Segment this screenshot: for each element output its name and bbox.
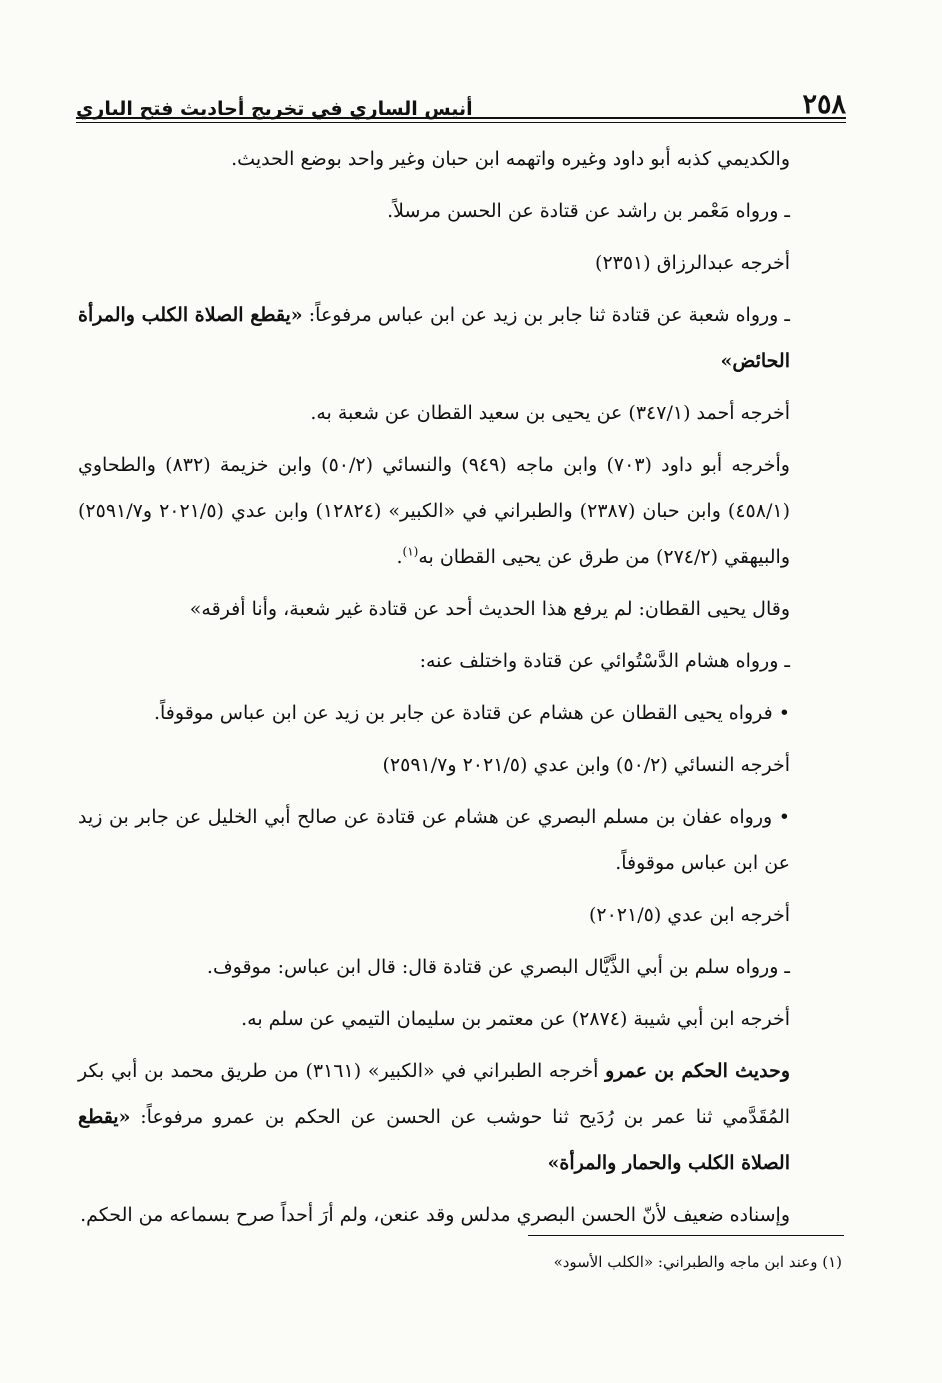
footnote-marker: (١) [402,544,419,559]
paragraph: • ورواه عفان بن مسلم البصري عن هشام عن قتادة عن صالح أبي الخليل عن جابر بن زيد عن ابن عباس موقوفاً. [78,806,790,874]
paragraph: ـ ورواه سلم بن أبي الذَّيَّال البصري عن قتادة قال: قال ابن عباس: موقوف. [206,956,790,978]
paragraph: ـ ورواه هشام الدَّسْتُوائي عن قتادة واختلف عنه: [419,650,790,672]
paragraph: وإسناده ضعيف لأنّ الحسن البصري مدلس وقد عنعن، ولم أرَ أحداً صرح بسماعه من الحكم. [80,1204,790,1226]
paragraph-text: وأخرجه أبو داود (٧٠٣) وابن ماجه (٩٤٩) والنسائي (٥٠/٢) وابن خزيمة (٨٣٢) والطحاوي (٤٥٨/١) وابن حبان (٢٣٨٧) والطبراني في «الكبير» (١٢٨٢٤) وابن عدي (٢٠٢١/٥ و٢٥٩١/٧) والبيهقي (٢٧٤/٢) من طرق عن يحيى القطان به [78,454,790,568]
footnote: (١) وعند ابن ماجه والطبراني: «الكلب الأسود» [553,1253,842,1271]
body-text [78,136,842,1244]
page-number: ٢٥٨ [802,89,846,120]
paragraph: والكديمي كذبه أبو داود وغيره واتهمه ابن حبان وغير واحد بوضع الحديث. [231,148,790,170]
paragraph: أخرجه عبدالرزاق (٢٣٥١) [595,252,790,274]
page-header [76,80,846,120]
paragraph: • فرواه يحيى القطان عن هشام عن قتادة عن جابر بن زيد عن ابن عباس موقوفاً. [153,702,790,724]
footnote-rule [528,1235,844,1236]
hadith-quote: «يقطع الصلاة الكلب والمرأة الحائض» [78,304,790,372]
paragraph [78,1048,842,1186]
header-rule-thin [76,122,846,123]
header-rule [76,117,846,119]
paragraph-text: أخرجه الطبراني في «الكبير» (٣١٦١) من طريق محمد بن أبي بكر المُقَدَّمي ثنا عمر بن رُدَيح ثنا حوشب عن الحسن عن الحكم بن عمرو مرفوعاً: [78,1060,790,1128]
paragraph: ـ ورواه مَعْمر بن راشد عن قتادة عن الحسن مرسلاً. [387,200,790,222]
paragraph [78,442,842,580]
book-title: أنيس الساري في تخريج أحاديث فتح الباري [76,98,473,120]
paragraph [78,292,842,384]
period: . [396,546,403,568]
paragraph: وقال يحيى القطان: لم يرفع هذا الحديث أحد عن قتادة غير شعبة، وأنا أفرقه» [189,598,790,620]
paragraph: أخرجه النسائي (٥٠/٢) وابن عدي (٢٠٢١/٥ و٢٥٩١/٧) [382,754,790,776]
paragraph: أخرجه ابن أبي شيبة (٢٨٧٤) عن معتمر بن سليمان التيمي عن سلم به. [241,1008,790,1030]
hadith-quote: «يقطع الصلاة الكلب والحمار والمرأة» [78,1106,790,1174]
paragraph-text: ـ ورواه شعبة عن قتادة ثنا جابر بن زيد عن ابن عباس مرفوعاً: [308,304,790,326]
paragraph: أخرجه ابن عدي (٢٠٢١/٥) [588,904,790,926]
hadith-title: وحديث الحكم بن عمرو [605,1060,790,1082]
paragraph: أخرجه أحمد (٣٤٧/١) عن يحيى بن سعيد القطان عن شعبة به. [310,402,790,424]
